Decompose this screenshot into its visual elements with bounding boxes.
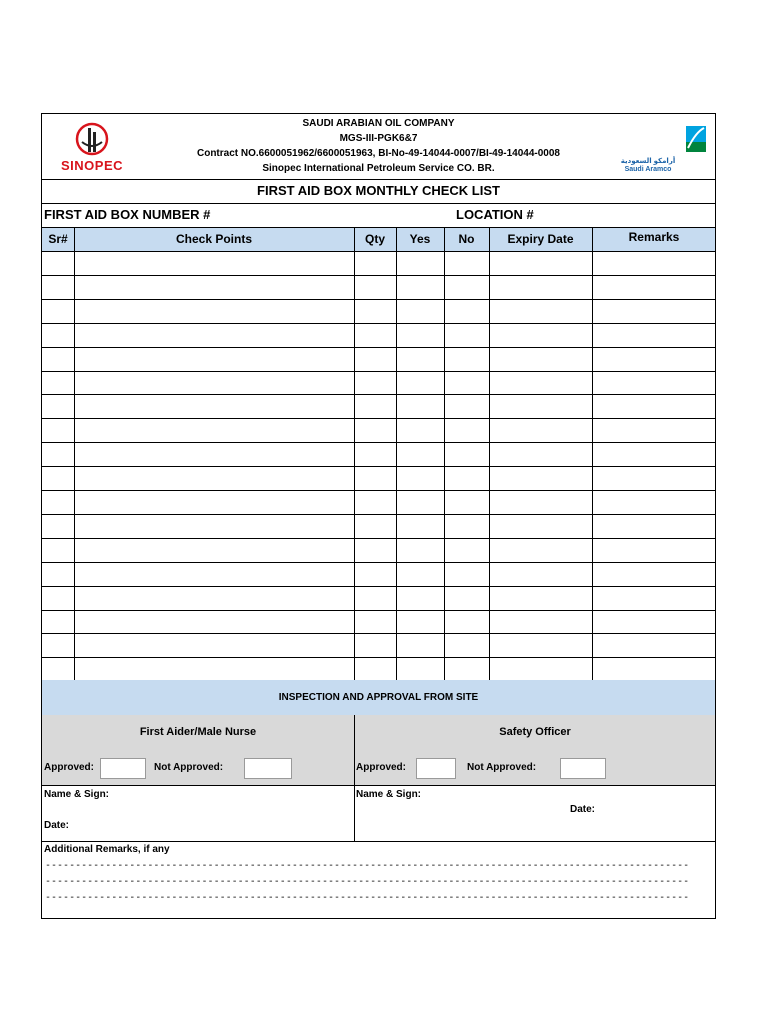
left-not-approved-label: Not Approved: xyxy=(154,762,224,773)
left-approved-box[interactable] xyxy=(100,758,146,779)
column-header-yes: Yes xyxy=(409,232,431,246)
remarks-line[interactable]: ----------------------------------------------------------------------------------------------------------- xyxy=(45,860,690,871)
remarks-line[interactable]: ----------------------------------------------------------------------------------------------------------- xyxy=(45,892,690,903)
location-label: LOCATION # xyxy=(456,207,534,222)
aramco-logo-text xyxy=(618,158,678,174)
form-title: FIRST AID BOX MONTHLY CHECK LIST xyxy=(257,183,500,198)
box-number-label: FIRST AID BOX NUMBER # xyxy=(44,207,211,222)
table-row[interactable] xyxy=(42,443,715,465)
aramco-arabic-text: أرامكو السعودية xyxy=(620,158,676,165)
aramco-logo xyxy=(616,122,716,176)
table-row[interactable] xyxy=(42,276,715,298)
right-date-label: Date: xyxy=(570,804,596,815)
table-row[interactable] xyxy=(42,372,715,394)
table-row[interactable] xyxy=(42,324,715,346)
column-header-expiry-date: Expiry Date xyxy=(507,232,574,246)
table-row[interactable] xyxy=(42,252,715,274)
column-header-sr: Sr# xyxy=(48,232,68,246)
table-row[interactable] xyxy=(42,611,715,633)
sinopec-logo-text: SINOPEC xyxy=(60,158,123,173)
left-date-label: Date: xyxy=(44,820,70,831)
checklist-sheet xyxy=(41,113,716,919)
table-row[interactable] xyxy=(42,587,715,609)
left-name-sign-label: Name & Sign: xyxy=(44,789,110,800)
table-row[interactable] xyxy=(42,539,715,561)
aramco-english-text: Saudi Aramco xyxy=(624,166,672,173)
table-row[interactable] xyxy=(42,348,715,370)
table-row[interactable] xyxy=(42,658,715,680)
table-row[interactable] xyxy=(42,300,715,322)
left-not-approved-box[interactable] xyxy=(244,758,292,779)
contractor-name: Sinopec International Petroleum Service CO. BR. xyxy=(262,163,495,174)
table-row[interactable] xyxy=(42,515,715,537)
contract-number: Contract NO.6600051962/6600051963, BI-No-49-14044-0007/BI-49-14044-0008 xyxy=(196,148,560,159)
left-approved-label: Approved: xyxy=(44,762,94,773)
table-row[interactable] xyxy=(42,563,715,585)
right-name-sign-label: Name & Sign: xyxy=(356,789,422,800)
table-row[interactable] xyxy=(42,634,715,656)
inspection-heading: INSPECTION AND APPROVAL FROM SITE xyxy=(278,692,479,703)
divider xyxy=(42,841,715,842)
additional-remarks-label: Additional Remarks, if any xyxy=(44,844,170,855)
table-row[interactable] xyxy=(42,419,715,441)
right-not-approved-label: Not Approved: xyxy=(467,762,537,773)
right-not-approved-box[interactable] xyxy=(560,758,606,779)
table-row[interactable] xyxy=(42,467,715,489)
column-header-remarks: Remarks xyxy=(628,230,680,244)
right-approved-label: Approved: xyxy=(356,762,406,773)
column-header-check-points: Check Points xyxy=(175,232,253,246)
right-role-label: Safety Officer xyxy=(499,726,571,738)
column-header-qty: Qty xyxy=(364,232,385,246)
section-divider xyxy=(354,715,355,841)
table-row[interactable] xyxy=(42,395,715,417)
left-role-label: First Aider/Male Nurse xyxy=(139,726,257,738)
table-row[interactable] xyxy=(42,491,715,513)
company-name: SAUDI ARABIAN OIL COMPANY xyxy=(302,118,455,129)
right-approved-box[interactable] xyxy=(416,758,456,779)
aramco-emblem-icon xyxy=(616,122,716,156)
remarks-line[interactable]: ----------------------------------------------------------------------------------------------------------- xyxy=(45,876,690,887)
column-header-no: No xyxy=(458,232,475,246)
divider xyxy=(42,785,715,786)
project-code: MGS-III-PGK6&7 xyxy=(339,133,418,144)
